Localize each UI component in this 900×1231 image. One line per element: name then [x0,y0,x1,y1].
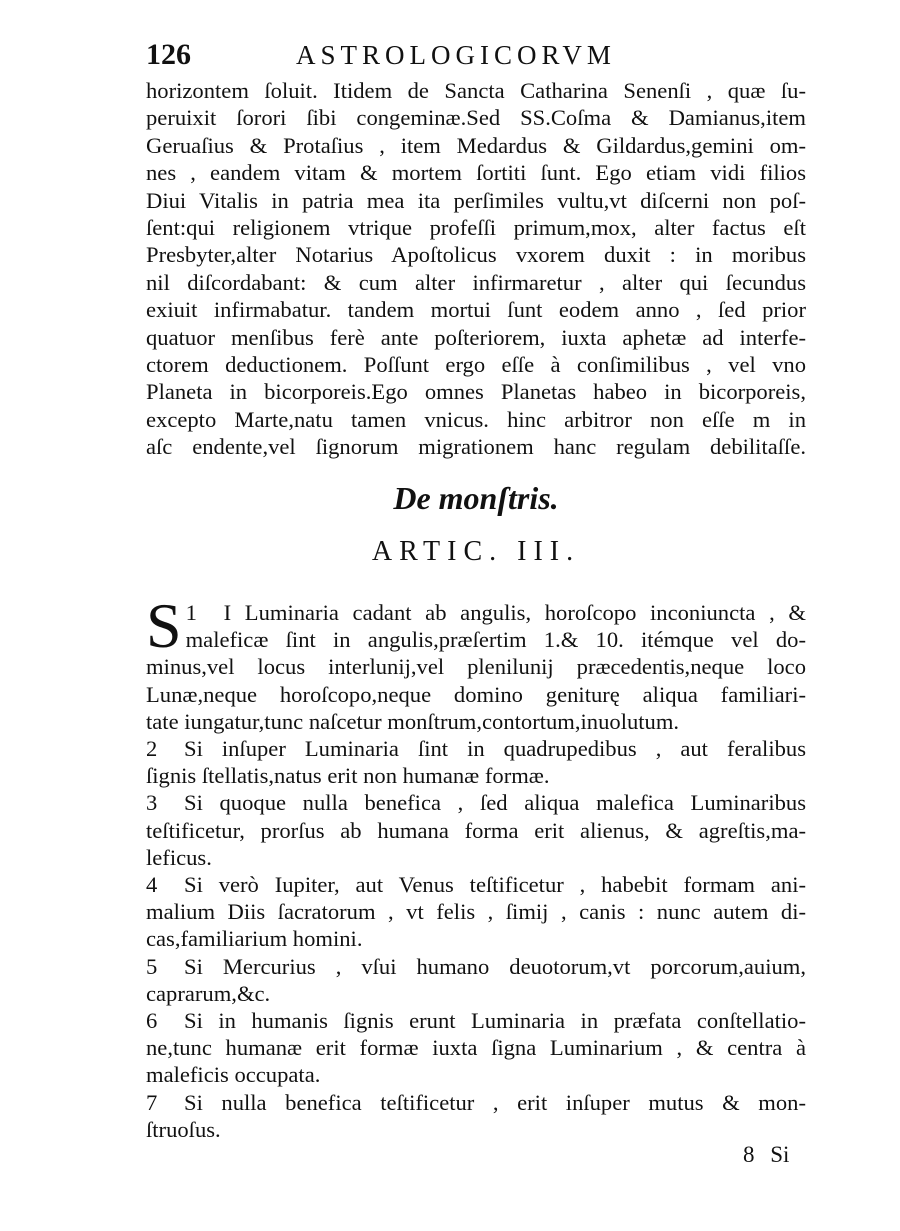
running-title: ASTROLOGICORVM [296,40,616,70]
article-line: maleficæ ſint in angulis,præſertim 1.& 10. itémque vel do- [185,627,806,653]
article-line: ne,tunc humanæ erit formæ iuxta ſigna Luminarium , & centra à [146,1035,806,1061]
article-list [146,590,806,1143]
article-item-3 [146,789,806,871]
article-line: minus,vel locus interlunij,vel plenilunij præcedentis,neque loco [146,654,806,680]
article-line: 1 S I Luminaria cadant ab angulis, horoſcopo inconiuncta , & [146,590,806,661]
paragraph-line: aſc endente,vel ſignorum migrationem hanc regulam debilitaſſe. [146,434,806,460]
article-item-6 [146,1007,806,1089]
article-line: teſtificetur, prorſus ab humana forma erit alienus, & agreſtis,ma- [146,817,806,843]
article-line: 4 Si verò Iupiter, aut Venus teſtificetur , habebit formam ani- [146,872,806,898]
article-item-5 [146,953,806,1007]
article-line: 6 Si in humanis ſignis erunt Luminaria in præfata conſtellatio- [146,1008,806,1034]
article-item-1 [146,590,806,735]
article-line: 5 Si Mercurius , vſui humano deuotorum,vt porcorum,auium, [146,953,806,979]
article-number: 5 [146,953,158,979]
article-line: caprarum,&c. [146,980,271,1006]
article-line: cas,familiarium homini. [146,926,363,952]
article-line: leficus. [146,844,212,870]
catchword: 8 Si [743,1142,790,1167]
article-line: ſtruoſus. [146,1116,221,1142]
article-number: 3 [146,790,158,816]
article-item-7 [146,1089,806,1143]
paragraph-line: nes , eandem vitam & mortem ſortiti ſunt. Ego etiam vidi filios [146,160,806,186]
article-line: 7 Si nulla benefica teſtificetur , erit inſuper mutus & mon- [146,1089,806,1115]
paragraph-line: exiuit infirmabatur. tandem mortui ſunt eodem anno , ſed prior [146,297,806,323]
paragraph-line: peruixit ſorori ſibi congeminæ.Sed SS.Coſma & Damianus,item [146,105,806,131]
article-number: 6 [146,1008,158,1034]
running-head [146,38,806,74]
page-number: 126 [146,38,191,71]
article-line: 3 Si quoque nulla benefica , ſed aliqua malefica Luminaribus [146,790,806,816]
paragraph-line: horizontem ſoluit. Itidem de Sancta Catharina Senenſi , quæ ſu- [146,78,806,103]
paragraph-line: Planeta in bicorporeis.Ego omnes Planetas habeo in bicorporeis, [146,379,806,405]
article-line: maleficis occupata. [146,1062,321,1088]
section-title: De monſtris. [393,480,559,516]
article-number: 7 [146,1089,158,1115]
article-heading: ARTIC. III. [371,536,581,567]
article-line: 2 Si inſuper Luminaria ſint in quadrupedibus , aut feralibus [146,736,806,762]
article-number: 1 [185,600,197,625]
article-number: 4 [146,872,158,898]
paragraph-line: nil diſcordabant: & cum alter infirmaretur , alter qui ſecundus [146,269,806,295]
drop-cap: S [146,590,182,661]
paragraph-line: ctorem deductionem. Poſſunt ergo eſſe à conſimilibus , vel vno [146,352,806,378]
paragraph-line: ſent:qui religionem vtrique profeſſi primum,mox, alter factus eſt [146,215,806,241]
article-line: ſignis ſtellatis,natus erit non humanæ formæ. [146,763,550,789]
article-line: Lunæ,neque horoſcopo,neque domino geniturę aliqua familiari- [146,681,806,707]
paragraph-line: excepto Marte,natu tamen vnicus. hinc arbitror non eſſe m in [146,406,806,432]
article-item-2 [146,735,806,789]
paragraph-line: Presbyter,alter Notarius Apoſtolicus vxorem duxit : in moribus [146,242,806,268]
paragraph-line: Diui Vitalis in patria mea ita perſimiles vultu,vt diſcerni non poſ- [146,187,806,213]
article-number: 2 [146,736,158,762]
article-line: tate iungatur,tunc naſcetur monſtrum,contortum,inuolutum. [146,708,680,734]
article-line: malium Diis ſacratorum , vt felis , ſimij , canis : nunc autem di- [146,899,806,925]
paragraph-line: quatuor menſibus ferè ante poſteriorem, iuxta aphetæ ad interfe- [146,324,806,350]
paragraph-line: Geruaſius & Protaſius , item Medardus & Gildardus,gemini om- [146,132,806,158]
opening-paragraph [146,77,806,461]
article-item-4 [146,871,806,953]
